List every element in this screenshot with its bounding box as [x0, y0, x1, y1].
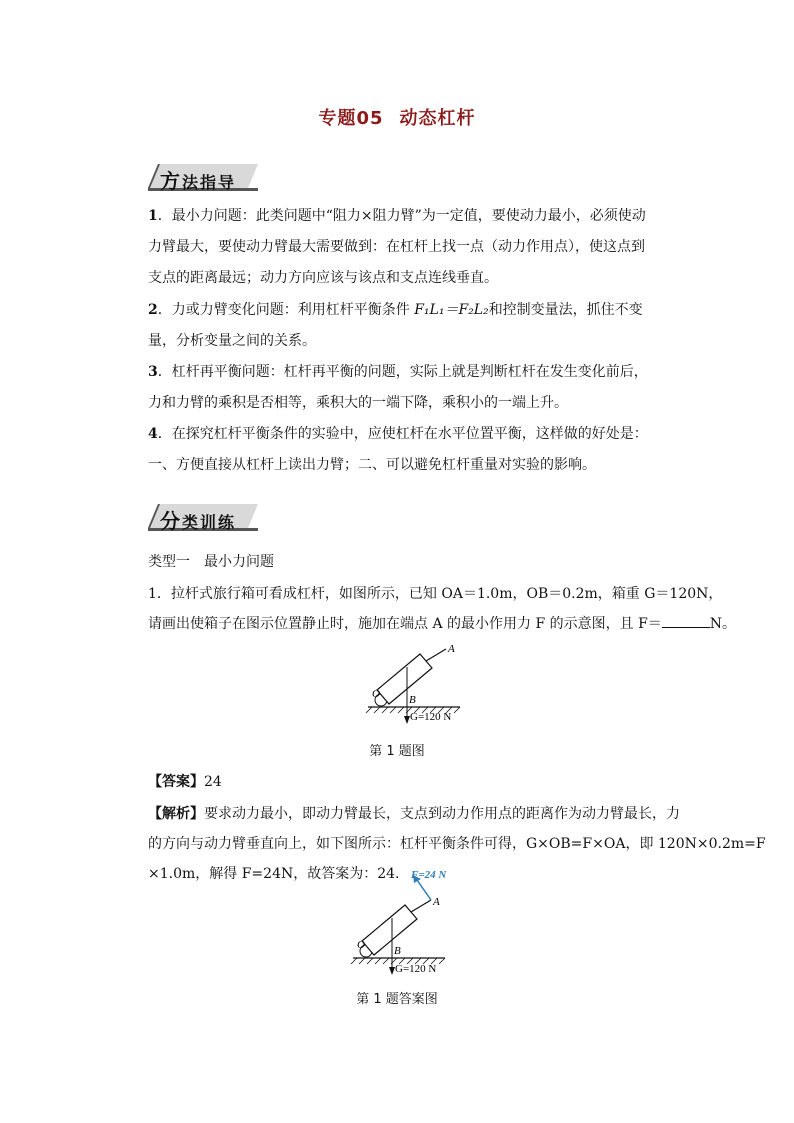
- banner-label: 分类训练: [160, 509, 237, 533]
- label-A: A: [448, 643, 455, 655]
- answer-blank: [662, 615, 710, 628]
- label-G: G=120 N: [395, 963, 437, 975]
- label-G: G=120 N: [410, 711, 452, 723]
- analysis-line-2: 的方向与动力臂垂直向上，如下图所示：杠杆平衡条件可得，G×OB=F×OA，即 120N×0.2m=F: [148, 836, 766, 852]
- label-O: O: [357, 939, 365, 951]
- figure-2-caption: 第 1 题答案图: [356, 992, 438, 1007]
- banner-label: 方法指导: [160, 169, 237, 193]
- figure-2: [345, 868, 490, 980]
- figure-1: [360, 640, 500, 730]
- label-B: B: [394, 945, 401, 957]
- section-banner-training: [148, 500, 258, 532]
- type-heading: 类型一 最小力问题: [148, 554, 274, 570]
- label-F: F=24 N: [411, 869, 447, 881]
- label-O: O: [372, 688, 380, 700]
- title-prefix: 专题05: [318, 108, 384, 129]
- analysis-line-3: ×1.0m，解得 F=24N，故答案为：24.: [148, 866, 400, 882]
- label-A: A: [433, 896, 440, 908]
- question-1-line-1: 1．拉杆式旅行箱可看成杠杆，如图所示，已知 OA＝1.0m，OB＝0.2m，箱重 G＝120N，: [148, 586, 723, 602]
- label-B: B: [409, 694, 416, 706]
- analysis-line-1: 【解析】要求动力最小，即动力臂最长，支点到动力作用点的距离作为动力臂最长，力: [148, 806, 680, 822]
- figure-1-caption: 第 1 题图: [369, 744, 425, 759]
- page-title: [0, 104, 794, 130]
- method-item-1: 1．最小力问题：此类问题中“阻力×阻力臂”为一定值，要使动力最小，必须使动力臂最大，要使动力臂最大需要做到：在杠杆上找一点（动力作用点），使这点到支点的距离最远；动力方向应该与该点和支点连线垂直。: [148, 208, 646, 286]
- lever-formula: F₁L₁＝F₂L₂: [414, 302, 489, 318]
- method-item-2: 2．力或力臂变化问题：利用杠杆平衡条件 F₁L₁＝F₂L₂和控制变量法，抓住不变量，分析变量之间的关系。: [148, 302, 643, 349]
- question-1-line-2: 请画出使箱子在图示位置静止时，施加在端点 A 的最小作用力 F 的示意图，且 F＝ N。: [148, 616, 737, 632]
- answer: 【答案】24: [148, 774, 222, 790]
- section-banner-method: [148, 160, 258, 192]
- method-item-3: 3．杠杆再平衡问题：杠杆再平衡的问题，实际上就是判断杠杆在发生变化前后，力和力臂的乘积是否相等，乘积大的一端下降，乘积小的一端上升。: [148, 364, 648, 411]
- method-item-4: 4．在探究杠杆平衡条件的实验中，应使杠杆在水平位置平衡，这样做的好处是：一、方便直接从杠杆上读出力臂；二、可以避免杠杆重量对实验的影响。: [148, 426, 648, 473]
- title-name: 动态杠杆: [399, 108, 476, 129]
